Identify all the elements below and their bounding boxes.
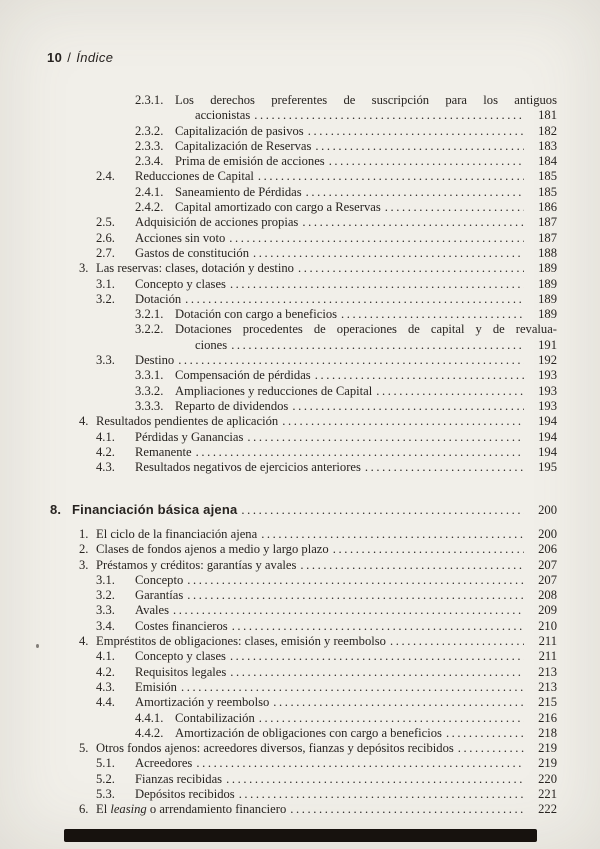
dot-leader: [446, 726, 524, 741]
toc-entry: [47, 368, 557, 383]
entry-number: 4.: [79, 414, 89, 429]
chapter-heading-row: [47, 501, 557, 519]
entry-title-continuation: accionistas: [195, 108, 251, 123]
entry-page-number: 184: [538, 154, 557, 169]
toc-entry: [47, 711, 557, 726]
entry-number: 8.: [50, 502, 62, 517]
entry-page-number: 194: [538, 429, 557, 444]
entry-number: 4.4.1.: [135, 710, 164, 725]
entry-number: 4.4.: [96, 695, 115, 710]
entry-title: Depósitos recibidos: [135, 787, 235, 802]
toc-entry: [47, 231, 557, 246]
entry-title: Préstamos y créditos: garantías y avales: [96, 557, 297, 572]
toc-entry: [47, 185, 557, 200]
dot-leader: [229, 231, 524, 246]
entry-page-number: 209: [538, 603, 557, 618]
entry-number: 3.: [79, 557, 89, 572]
toc-entry: [47, 93, 557, 108]
entry-page-number: 211: [538, 634, 557, 649]
dot-leader: [178, 353, 524, 368]
entry-number: 4.3.: [96, 460, 115, 475]
entry-number: 2.: [79, 542, 89, 557]
entry-title: Acciones sin voto: [135, 230, 226, 245]
dot-leader: [232, 619, 524, 634]
entry-number: 2.6.: [96, 230, 115, 245]
entry-title: Reparto de dividendos: [175, 398, 289, 413]
entry-page-number: 222: [538, 802, 557, 817]
dot-leader: [241, 501, 524, 519]
entry-number: 2.3.4.: [135, 154, 164, 169]
toc-entry-continuation: [47, 108, 557, 123]
toc-entry: [47, 169, 557, 184]
entry-title-continuation: ciones: [195, 337, 228, 352]
entry-number: 2.3.2.: [135, 123, 164, 138]
dot-leader: [292, 399, 524, 414]
entry-title: El ciclo de la financiación ajena: [96, 527, 258, 541]
entry-number: 2.4.1.: [135, 184, 164, 199]
toc-entry: [47, 215, 557, 230]
entry-number: 5.1.: [96, 756, 115, 771]
entry-number: 5.: [79, 741, 89, 756]
entry-page-number: 185: [538, 169, 557, 184]
toc-entry: [47, 772, 557, 787]
entry-title: Compensación de pérdidas: [175, 368, 311, 383]
toc-entry: [47, 261, 557, 276]
dot-leader: [181, 680, 524, 695]
toc-entry: [47, 353, 557, 368]
toc-entry: [47, 399, 557, 414]
entry-number: 5.3.: [96, 787, 115, 802]
toc-entry: [47, 695, 557, 710]
entry-title: Capital amortizado con cargo a Reservas: [175, 200, 381, 215]
entry-page-number: 183: [538, 138, 557, 153]
entry-title: Dotación: [135, 291, 182, 306]
entry-title: Ampliaciones y reducciones de Capital: [175, 383, 373, 398]
dot-leader: [385, 200, 524, 215]
toc-entry: [47, 277, 557, 292]
toc-entry: [47, 200, 557, 215]
entry-number: 3.1.: [96, 572, 115, 587]
dot-leader: [258, 169, 524, 184]
entry-title: Acreedores: [135, 756, 193, 771]
dot-leader: [298, 261, 524, 276]
entry-title: Amortización de obligaciones con cargo a beneficios: [175, 725, 442, 740]
entry-title: Costes financieros: [135, 618, 228, 633]
entry-number: 3.2.2.: [135, 322, 164, 337]
toc-entry: [47, 787, 557, 802]
entry-number: 2.3.1.: [135, 93, 164, 107]
entry-page-number: 191: [538, 337, 557, 352]
entry-title: Otros fondos ajenos: acreedores diversos, fianzas y depósitos recibidos: [96, 741, 454, 756]
entry-title: Financiación básica ajena: [72, 502, 238, 517]
header-separator: /: [67, 50, 72, 65]
dot-leader: [306, 185, 524, 200]
dot-leader: [341, 307, 524, 322]
toc-section-chapter-8: [47, 527, 557, 818]
toc-entry: [47, 154, 557, 169]
dot-leader: [333, 542, 524, 557]
dot-leader: [187, 588, 524, 603]
entry-page-number: 195: [538, 460, 557, 475]
dot-leader: [308, 124, 524, 139]
entry-page-number: 193: [538, 383, 557, 398]
entry-title: Las reservas: clases, dotación y destino: [96, 261, 294, 276]
entry-page-number: 182: [538, 123, 557, 138]
scan-speckle-artifact: [36, 644, 39, 648]
entry-title: Pérdidas y Ganancias: [135, 429, 244, 444]
entry-page-number: 189: [538, 307, 557, 322]
entry-title: Capitalización de pasivos: [175, 123, 304, 138]
entry-title: Remanente: [135, 444, 192, 459]
toc-entry: [47, 634, 557, 649]
entry-title: Dotaciones procedentes de operaciones de capital y de revalua-: [175, 322, 557, 337]
toc-entry: [47, 414, 557, 429]
entry-page-number: 194: [538, 444, 557, 459]
dot-leader: [230, 649, 524, 664]
entry-title: Adquisición de acciones propias: [135, 215, 299, 230]
entry-page-number: 194: [538, 414, 557, 429]
entry-number: 3.3.: [96, 353, 115, 368]
dot-leader: [230, 277, 524, 292]
entry-page-number: 208: [538, 588, 557, 603]
entry-page-number: 193: [538, 398, 557, 413]
entry-number: 3.3.1.: [135, 368, 164, 383]
entry-title: Concepto y clases: [135, 649, 226, 664]
toc-entry: [47, 307, 557, 322]
entry-title: Destino: [135, 353, 175, 368]
dot-leader: [259, 711, 524, 726]
entry-page-number: 187: [538, 215, 557, 230]
entry-page-number: 219: [538, 741, 557, 756]
toc-entry: [47, 802, 557, 817]
dot-leader: [302, 215, 524, 230]
entry-number: 6.: [79, 802, 89, 817]
dot-leader: [315, 368, 524, 383]
entry-page-number: 215: [538, 695, 557, 710]
toc-entry: [47, 558, 557, 573]
entry-title: Dotación con cargo a beneficios: [175, 307, 338, 322]
entry-page-number: 186: [538, 200, 557, 215]
entry-title: Capitalización de Reservas: [175, 138, 312, 153]
header-page-number: 10: [47, 50, 63, 65]
toc-entry: [47, 322, 557, 337]
toc-entry: [47, 665, 557, 680]
entry-page-number: 218: [538, 725, 557, 740]
entry-page-number: 200: [538, 503, 557, 517]
entry-number: 3.: [79, 261, 89, 276]
dot-leader: [253, 246, 524, 261]
dot-leader: [300, 558, 524, 573]
entry-number: 4.2.: [96, 444, 115, 459]
entry-title: Reducciones de Capital: [135, 169, 254, 184]
entry-number: 3.3.3.: [135, 398, 164, 413]
entry-page-number: 216: [538, 710, 557, 725]
entry-title: Contabilización: [175, 710, 255, 725]
dot-leader: [185, 292, 524, 307]
entry-page-number: 188: [538, 245, 557, 260]
entry-page-number: 210: [538, 618, 557, 633]
header-title: Índice: [76, 50, 114, 65]
toc-entry: [47, 726, 557, 741]
dot-leader: [187, 573, 524, 588]
toc-entry: [47, 680, 557, 695]
dot-leader: [196, 445, 524, 460]
dot-leader: [282, 414, 524, 429]
toc-entry: [47, 527, 557, 542]
dot-leader: [365, 460, 524, 475]
dot-leader: [315, 139, 524, 154]
entry-title: Prima de emisión de acciones: [175, 154, 325, 169]
entry-number: 2.3.3.: [135, 138, 164, 153]
entry-number: 3.3.: [96, 603, 115, 618]
entry-number: 3.3.2.: [135, 383, 164, 398]
entry-page-number: 189: [538, 291, 557, 306]
entry-title: Concepto y clases: [135, 276, 226, 291]
dot-leader: [226, 772, 524, 787]
entry-number: 3.2.: [96, 291, 115, 306]
entry-number: 4.1.: [96, 429, 115, 444]
entry-title: Resultados pendientes de aplicación: [96, 414, 279, 429]
dot-leader: [390, 634, 524, 649]
entry-page-number: 189: [538, 276, 557, 291]
entry-number: 2.5.: [96, 215, 115, 230]
entry-number: 1.: [79, 527, 89, 541]
toc-entry: [47, 741, 557, 756]
dot-leader: [173, 603, 524, 618]
entry-title: Los derechos preferentes de suscripción para los antiguos: [175, 93, 557, 107]
entry-page-number: 185: [538, 184, 557, 199]
scan-artifact-bar: [64, 829, 537, 842]
dot-leader: [230, 665, 524, 680]
toc-entry: [47, 246, 557, 261]
toc-entry: [47, 756, 557, 771]
toc-entry: [47, 649, 557, 664]
toc-entry: [47, 384, 557, 399]
dot-leader: [261, 527, 524, 542]
entry-page-number: 193: [538, 368, 557, 383]
dot-leader: [254, 108, 524, 123]
entry-number: 3.2.: [96, 588, 115, 603]
entry-number: 4.3.: [96, 679, 115, 694]
entry-number: 3.2.1.: [135, 307, 164, 322]
entry-title: Concepto: [135, 572, 184, 587]
entry-title: Avales: [135, 603, 170, 618]
entry-title: Emisión: [135, 679, 177, 694]
entry-title: Fianzas recibidas: [135, 771, 223, 786]
entry-number: 4.2.: [96, 664, 115, 679]
toc-entry: [47, 124, 557, 139]
entry-page-number: 220: [538, 771, 557, 786]
running-header: [47, 50, 113, 65]
entry-title: Clases de fondos ajenos a medio y largo plazo: [96, 542, 329, 557]
entry-title: Garantías: [135, 588, 184, 603]
entry-page-number: 206: [538, 542, 557, 557]
entry-page-number: 211: [538, 649, 557, 664]
entry-page-number: 207: [538, 572, 557, 587]
entry-title: Empréstitos de obligaciones: clases, emisión y reembolso: [96, 634, 386, 649]
entry-title: El leasing o arrendamiento financiero: [96, 802, 287, 817]
toc-entry: [47, 445, 557, 460]
entry-page-number: 213: [538, 679, 557, 694]
dot-leader: [239, 787, 524, 802]
entry-page-number: 181: [538, 108, 557, 123]
entry-page-number: 213: [538, 664, 557, 679]
dot-leader: [329, 154, 524, 169]
entry-page-number: 187: [538, 230, 557, 245]
entry-number: 3.4.: [96, 618, 115, 633]
dot-leader: [458, 741, 524, 756]
dot-leader: [273, 695, 524, 710]
entry-title: Saneamiento de Pérdidas: [175, 184, 302, 199]
entry-number: 2.7.: [96, 245, 115, 260]
toc-entry: [47, 573, 557, 588]
toc-entry: [47, 430, 557, 445]
toc-section-continued: [47, 93, 557, 475]
entry-page-number: 192: [538, 353, 557, 368]
dot-leader: [290, 802, 524, 817]
dot-leader: [376, 384, 524, 399]
toc-entry-continuation: [47, 338, 557, 353]
toc-entry: [47, 588, 557, 603]
toc-entry: [47, 139, 557, 154]
entry-page-number: 189: [538, 261, 557, 276]
entry-number: 4.4.2.: [135, 725, 164, 740]
chapter-heading-block: [47, 501, 557, 519]
dot-leader: [247, 430, 524, 445]
entry-title: Resultados negativos de ejercicios anteriores: [135, 460, 361, 475]
toc-entry: [47, 619, 557, 634]
entry-number: 5.2.: [96, 771, 115, 786]
entry-page-number: 200: [538, 527, 557, 541]
entry-number: 4.: [79, 634, 89, 649]
toc-entry: [47, 460, 557, 475]
toc-entry: [47, 542, 557, 557]
entry-page-number: 219: [538, 756, 557, 771]
dot-leader: [196, 756, 524, 771]
entry-title: Requisitos legales: [135, 664, 227, 679]
entry-page-number: 221: [538, 787, 557, 802]
toc-entry: [47, 603, 557, 618]
entry-title: Gastos de constitución: [135, 245, 250, 260]
entry-number: 2.4.2.: [135, 200, 164, 215]
entry-title: Amortización y reembolso: [135, 695, 270, 710]
entry-page-number: 207: [538, 557, 557, 572]
entry-number: 2.4.: [96, 169, 115, 184]
dot-leader: [231, 338, 524, 353]
entry-number: 4.1.: [96, 649, 115, 664]
entry-number: 3.1.: [96, 276, 115, 291]
toc-entry: [47, 292, 557, 307]
